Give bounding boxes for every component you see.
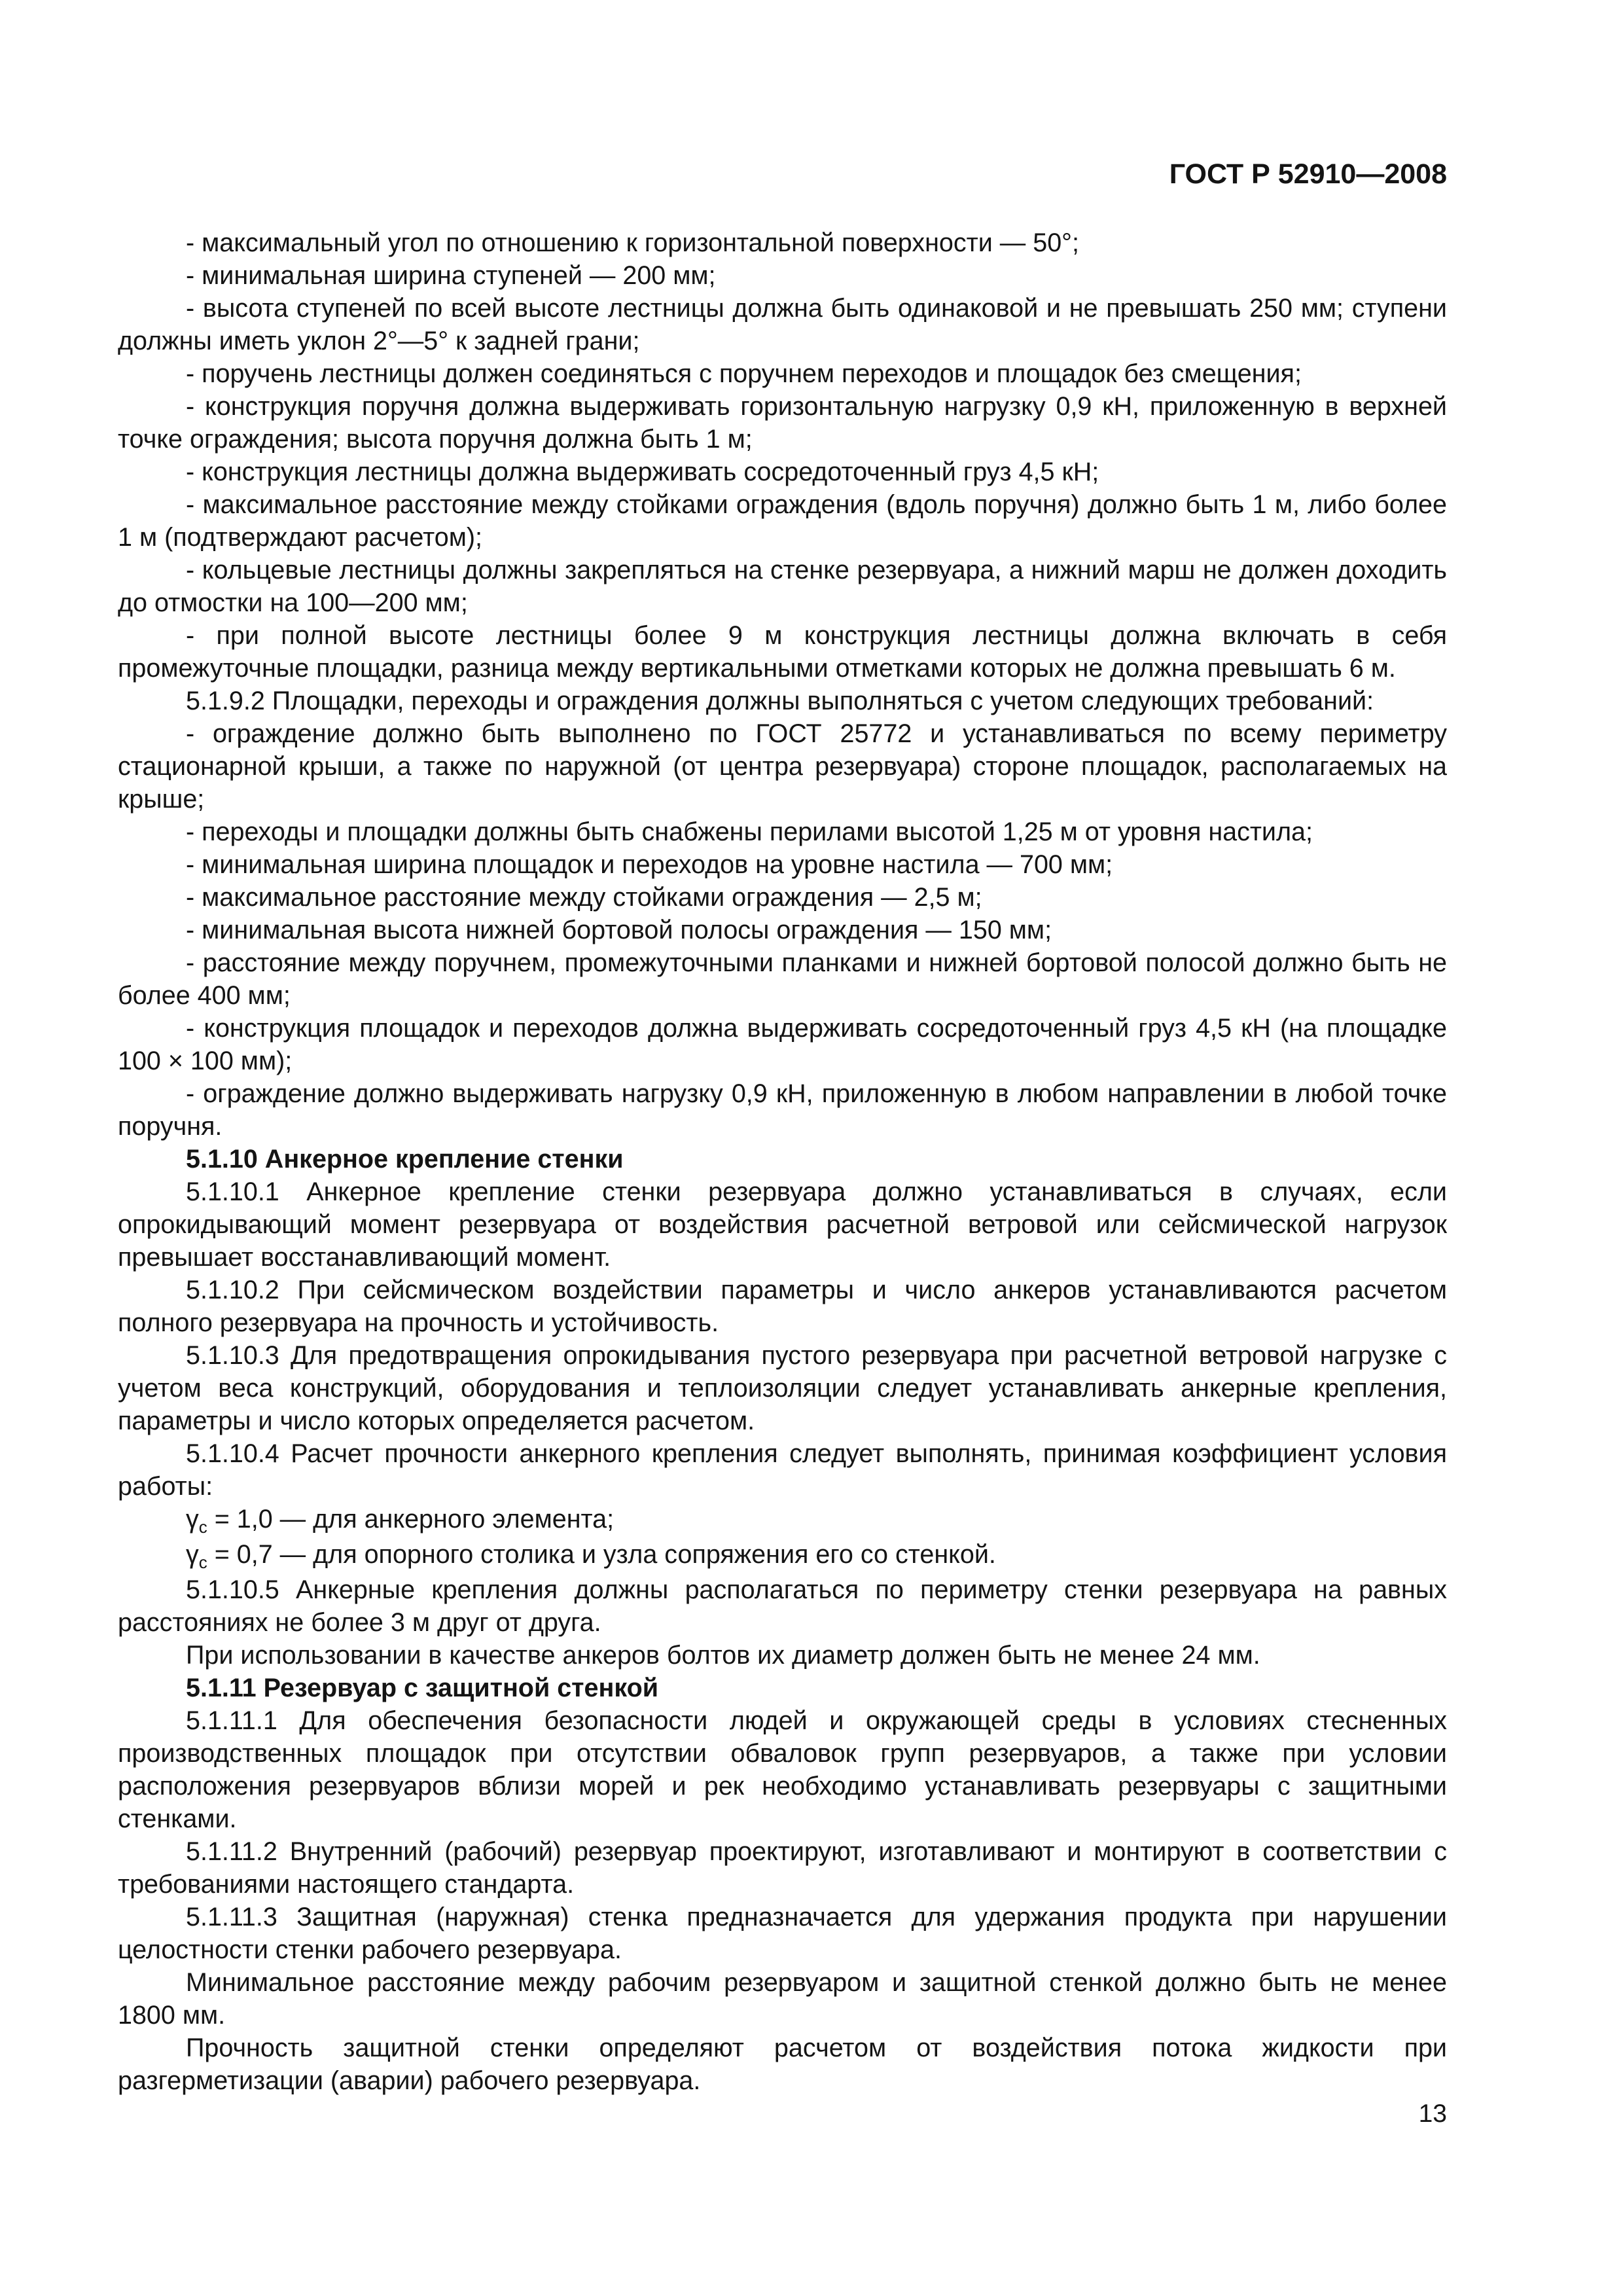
gamma-formula-line: [118, 1538, 1447, 1573]
paragraph: - конструкция площадок и переходов должна выдерживать сосредоточенный груз 4,5 кН (на площадке 100 × 100 мм);: [118, 1014, 1447, 1075]
paragraph: - ограждение должно быть выполнено по ГОСТ 25772 и устанавливаться по всему периметру стационарной крыши, а также по наружной (от центра резервуара) стороне площадок, располагаемых на крыше;: [118, 719, 1447, 814]
paragraph: - высота ступеней по всей высоте лестницы должна быть одинаковой и не превышать 250 мм; ступени должны иметь уклон 2°—5° к задней грани;: [118, 294, 1447, 355]
paragraph: - при полной высоте лестницы более 9 м конструкция лестницы должна включать в себя промежуточные площадки, разница между вертикальными отметками которых не должна превышать 6 м.: [118, 621, 1447, 683]
gamma-value: = 0,7 — для опорного столика и узла сопряжения его со стенкой.: [207, 1540, 996, 1569]
paragraph: - расстояние между поручнем, промежуточными планками и нижней бортовой полосой должно быть не более 400 мм;: [118, 948, 1447, 1010]
paragraph: При использовании в качестве анкеров болтов их диаметр должен быть не менее 24 мм.: [186, 1641, 1260, 1670]
paragraph: - кольцевые лестницы должны закрепляться на стенке резервуара, а нижний марш не должен доходить до отмостки на 100—200 мм;: [118, 556, 1447, 617]
paragraph: Минимальное расстояние между рабочим резервуаром и защитной стенкой должно быть не менее 1800 мм.: [118, 1968, 1447, 2030]
paragraph: - максимальное расстояние между стойками ограждения — 2,5 м;: [186, 883, 982, 912]
section-heading: 5.1.10 Анкерное крепление стенки: [186, 1145, 624, 1174]
paragraph: - переходы и площадки должны быть снабжены перилами высотой 1,25 м от уровня настила;: [186, 817, 1313, 846]
paragraph: - ограждение должно выдерживать нагрузку 0,9 кН, приложенную в любом направлении в любой точке поручня.: [118, 1079, 1447, 1141]
paragraph: 5.1.11.3 Защитная (наружная) стенка предназначается для удержания продукта при нарушении целостности стенки рабочего резервуара.: [118, 1903, 1447, 1964]
section-heading: 5.1.11 Резервуар с защитной стенкой: [186, 1674, 658, 1702]
gamma-subscript: с: [198, 1517, 207, 1537]
paragraph: - максимальное расстояние между стойками ограждения (вдоль поручня) должно быть 1 м, либо более 1 м (подтверждают расчетом);: [118, 490, 1447, 552]
paragraph: - конструкция лестницы должна выдерживать сосредоточенный груз 4,5 кН;: [186, 457, 1099, 486]
gamma-subscript: с: [198, 1552, 207, 1572]
paragraph: 5.1.10.3 Для предотвращения опрокидывания пустого резервуара при расчетной ветровой нагрузке с учетом веса конструкций, оборудования и теплоизоляции следует устанавливать анкерные крепления, параметры и число которых определяется расчетом.: [118, 1341, 1447, 1435]
gamma-symbol: γ: [186, 1505, 199, 1534]
page-number: 13: [1418, 2100, 1447, 2128]
paragraph: - минимальная высота нижней бортовой полосы ограждения — 150 мм;: [186, 916, 1052, 944]
paragraph: 5.1.10.4 Расчет прочности анкерного крепления следует выполнять, принимая коэффициент условия работы:: [118, 1439, 1447, 1501]
paragraph: - максимальный угол по отношению к горизонтальной поверхности — 50°;: [186, 228, 1079, 257]
paragraph: - конструкция поручня должна выдерживать горизонтальную нагрузку 0,9 кН, приложенную в верхней точке ограждения; высота поручня должна быть 1 м;: [118, 392, 1447, 454]
paragraph: 5.1.11.1 Для обеспечения безопасности людей и окружающей среды в условиях стесненных производственных площадок при отсутствии обваловок групп резервуаров, а также при условии расположения резервуаров вблизи морей и рек необходимо устанавливать резервуары с защитными стенками.: [118, 1706, 1447, 1833]
gamma-formula-line: [118, 1503, 1447, 1538]
paragraph: 5.1.11.2 Внутренний (рабочий) резервуар проектируют, изготавливают и монтируют в соответствии с требованиями настоящего стандарта.: [118, 1837, 1447, 1899]
paragraph: 5.1.10.5 Анкерные крепления должны располагаться по периметру стенки резервуара на равных расстояниях не более 3 м друг от друга.: [118, 1575, 1447, 1637]
gamma-value: = 1,0 — для анкерного элемента;: [207, 1505, 615, 1534]
paragraph: 5.1.9.2 Площадки, переходы и ограждения должны выполняться с учетом следующих требований:: [186, 687, 1374, 715]
paragraph: Прочность защитной стенки определяют расчетом от воздействия потока жидкости при разгерметизации (аварии) рабочего резервуара.: [118, 2034, 1447, 2095]
paragraph: - поручень лестницы должен соединяться с поручнем переходов и площадок без смещения;: [186, 359, 1302, 388]
document-number-header: ГОСТ Р 52910—2008: [1169, 158, 1447, 190]
page-content: [118, 226, 1447, 2097]
paragraph: 5.1.10.1 Анкерное крепление стенки резервуара должно устанавливаться в случаях, если опрокидывающий момент резервуара от воздействия расчетной ветровой или сейсмической нагрузок превышает восстанавливающий момент.: [118, 1177, 1447, 1272]
paragraph: - минимальная ширина площадок и переходов на уровне настила — 700 мм;: [186, 850, 1113, 879]
paragraph: - минимальная ширина ступеней — 200 мм;: [186, 261, 716, 290]
paragraph: 5.1.10.2 При сейсмическом воздействии параметры и число анкеров устанавливаются расчетом полного резервуара на прочность и устойчивость.: [118, 1276, 1447, 1337]
gamma-symbol: γ: [186, 1540, 199, 1569]
